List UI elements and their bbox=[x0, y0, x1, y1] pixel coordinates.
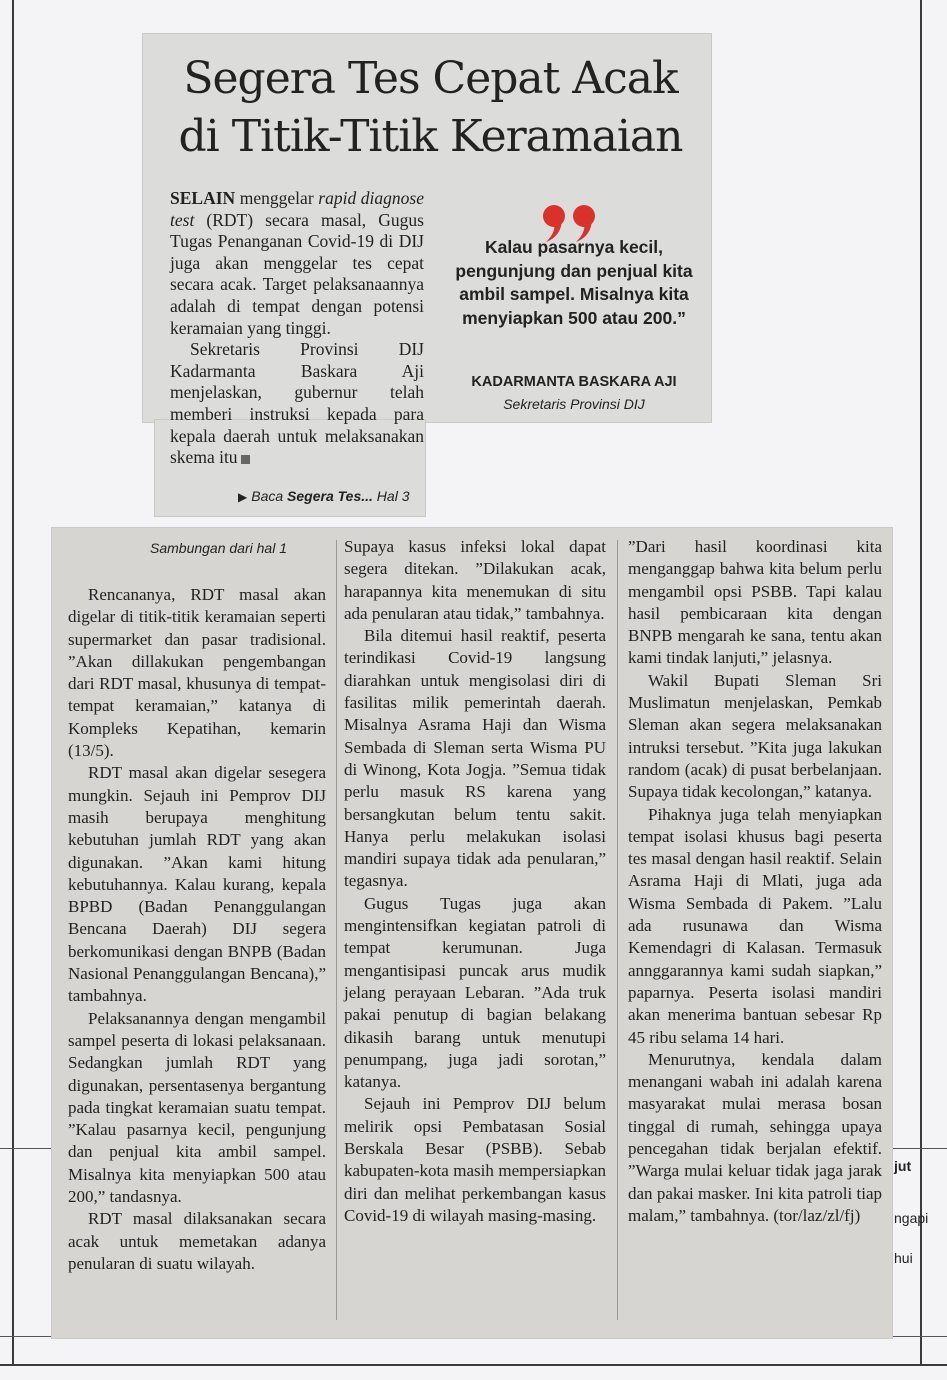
col2-paragraph: Supaya kasus infeksi lokal dapat segera ditekan. ”Dilakukan acak, harapannya kita menemukan di situ ada penularan atau tidak,” tambahnya. bbox=[344, 537, 606, 623]
pull-quote-name: KADARMANTA BASKARA AJI bbox=[471, 374, 677, 390]
col1-paragraph: Pelaksanannya dengan mengambil sampel peserta di lokasi pelaksanaan. Sedangkan jumlah RDT yang digunakan, persentasenya bergantung pada tingkat keramaian suatu tempat. ”Kalau pasarnya kecil, pengunjung dan penjual kita ambil sampel. Misalnya kita menyiapkan 500 atau 200,” tandasnya. bbox=[68, 1008, 326, 1207]
lead-word: SELAIN bbox=[170, 188, 236, 208]
col3-paragraph: Wakil Bupati Sleman Sri Muslimatun menjelaskan, Pemkab Sleman akan segera melaksanakan intruksi tersebut. ”Kita juga lakukan random (acak) di pusat berbelanjaan. Supaya tidak kecolongan,” katanya. bbox=[628, 670, 882, 802]
col3-paragraph: ”Dari hasil koordinasi kita menganggap bahwa kita belum perlu mengambil opsi PSBB. Tapi kalau hasil pembicaraan kita dengan BNPB mengarah ke sana, tentu akan kami tindak lanjuti,” jelasnya. bbox=[628, 537, 882, 668]
column-2 bbox=[344, 536, 606, 1227]
column-3 bbox=[628, 536, 882, 1227]
col3-paragraph: Pihaknya juga telah menyiapkan tempat isolasi khusus bagi peserta tes masal dengan hasil reaktif. Selain Asrama Haji di Mlati, juga ada Wisma Sembada di Pakem. ”Lalu ada rusunawa dan Wisma Kemendagri di Kalasan. Termasuk annggarannya kami sudah siapkan,” paparnya. Peserta isolasi mandiri akan menerima bantuan sebesar Rp 45 ribu selama 14 hari. bbox=[628, 804, 882, 1047]
lead-text-a: menggelar bbox=[235, 188, 319, 208]
column-separator-2 bbox=[617, 540, 618, 1320]
continuation-label: Sambungan dari hal 1 bbox=[150, 540, 287, 556]
col2-paragraph: Gugus Tugas juga akan mengintensifkan kegiatan patroli di tempat kerumunan. Juga mengantisipasi puncak arus mudik jelang perayaan Lebaran. ”Ada truk pakai penutup di bagian belakang dikasih barang untuk menutupi penumpang, juga jadi sorotan,” katanya. bbox=[344, 893, 606, 1092]
side-fragment: jut bbox=[894, 1158, 912, 1174]
lead-paragraph-2 bbox=[170, 339, 424, 469]
col1-paragraph: RDT masal akan digelar sesegera mungkin. Sejauh ini Pemprov DIJ masih berupaya menghitung kebutuhan jumlah RDT yang akan digunakan. ”Akan kami hitung kebutuhannya. Kalau kurang, kepala BPBD (Badan Penanggulangan Bencana Daerah) DIJ segera berkomunikasi dengan BNPB (Badan Nasional Penanggulangan Bencana),” tambahnya. bbox=[68, 763, 326, 1006]
side-fragment: ngapi bbox=[894, 1210, 929, 1226]
headline bbox=[158, 50, 703, 166]
continue-bold: Segera Tes... bbox=[287, 488, 373, 504]
pull-quote-role: Sekretaris Provinsi DIJ bbox=[503, 396, 645, 412]
column-1 bbox=[68, 584, 326, 1275]
col3-paragraph: Menurutnya, kendala dalam menangani wabah ini adalah karena masyarakat mulai merasa bosan tinggal di rumah, sehingga upaya pencegahan tidak berjalan efektif. ”Warga mulai keluar tidak jaga jarak dan pakai masker. Ini kita patroli tiap malam,” tambahnya. (tor/laz/zl/fj) bbox=[628, 1049, 882, 1225]
lead-text-b: (RDT) secara masal, Gugus Tugas Penanganan Covid-19 di DIJ juga akan menggelar tes cepat secara acak. Target pelaksanaannya adalah di tempat dengan potensi keramaian yang tinggi. bbox=[170, 209, 424, 338]
continue-prefix: Baca bbox=[251, 488, 288, 504]
headline-line-2: di Titik-Titik Keramaian bbox=[178, 111, 683, 162]
col2-paragraph: Sejauh ini Pemprov DIJ belum melirik opsi Pembatasan Sosial Berskala Besar (PSBB). Sebab kabupaten-kota masih mempersiapkan diri dan melihat perkembangan kasus Covid-19 di wilayah masing-masing. bbox=[344, 1094, 606, 1225]
col1-paragraph: RDT masal dilaksanakan secara acak untuk memetakan adanya penularan di suatu wilayah. bbox=[68, 1209, 326, 1273]
headline-line-1: Segera Tes Cepat Acak bbox=[183, 53, 678, 104]
col1-paragraph: Rencananya, RDT masal akan digelar di titik-titik keramaian seperti supermarket dan pasar tradisional. ”Akan dillakukan pengembangan dari RDT masal, khusunya di tempat-tempat keramaian,” katanya di Kompleks Kepatihan, kemarin (13/5). bbox=[68, 585, 326, 761]
continue-suffix: Hal 3 bbox=[372, 488, 410, 504]
lead-text bbox=[170, 188, 424, 469]
frame-left-line bbox=[12, 0, 14, 1366]
end-mark-icon bbox=[241, 455, 250, 464]
lead-text-p2: Sekretaris Provinsi DIJ Kadarmanta Baskara Aji menjelaskan, gubernur telah memberi instruksi kepada para kepala daerah untuk melaksanakan skema itu bbox=[170, 339, 424, 468]
column-separator-1 bbox=[336, 540, 337, 1320]
frame-bottom-line bbox=[0, 1364, 947, 1366]
continue-reference bbox=[238, 488, 428, 504]
lead-paragraph-1 bbox=[170, 188, 424, 339]
arrow-right-icon: ▶ bbox=[238, 490, 248, 504]
col2-paragraph: Bila ditemui hasil reaktif, peserta terindikasi Covid-19 langsung diarahkan untuk mengisolasi diri di fasilitas milik pemerintah daerah. Misalnya Asrama Haji dan Wisma Sembada di Sleman serta Wisma PU di Winong, Kota Jogja. ”Semua tidak perlu masuk RS karena yang bersangkutan belum tentu sakit. Hanya perlu melakukan isolasi mandiri supaya tidak ada penularan,” tegasnya. bbox=[344, 626, 606, 891]
frame-right-line bbox=[920, 0, 922, 1366]
quote-mark-icon bbox=[538, 178, 608, 228]
lead-italic: rapid diagnose test bbox=[170, 188, 424, 230]
pull-quote-text: Kalau pasarnya kecil, pengunjung dan penjual kita ambil sampel. Misalnya kita menyiapkan 500 atau 200.” bbox=[455, 237, 693, 328]
side-fragment: hui bbox=[894, 1250, 913, 1266]
